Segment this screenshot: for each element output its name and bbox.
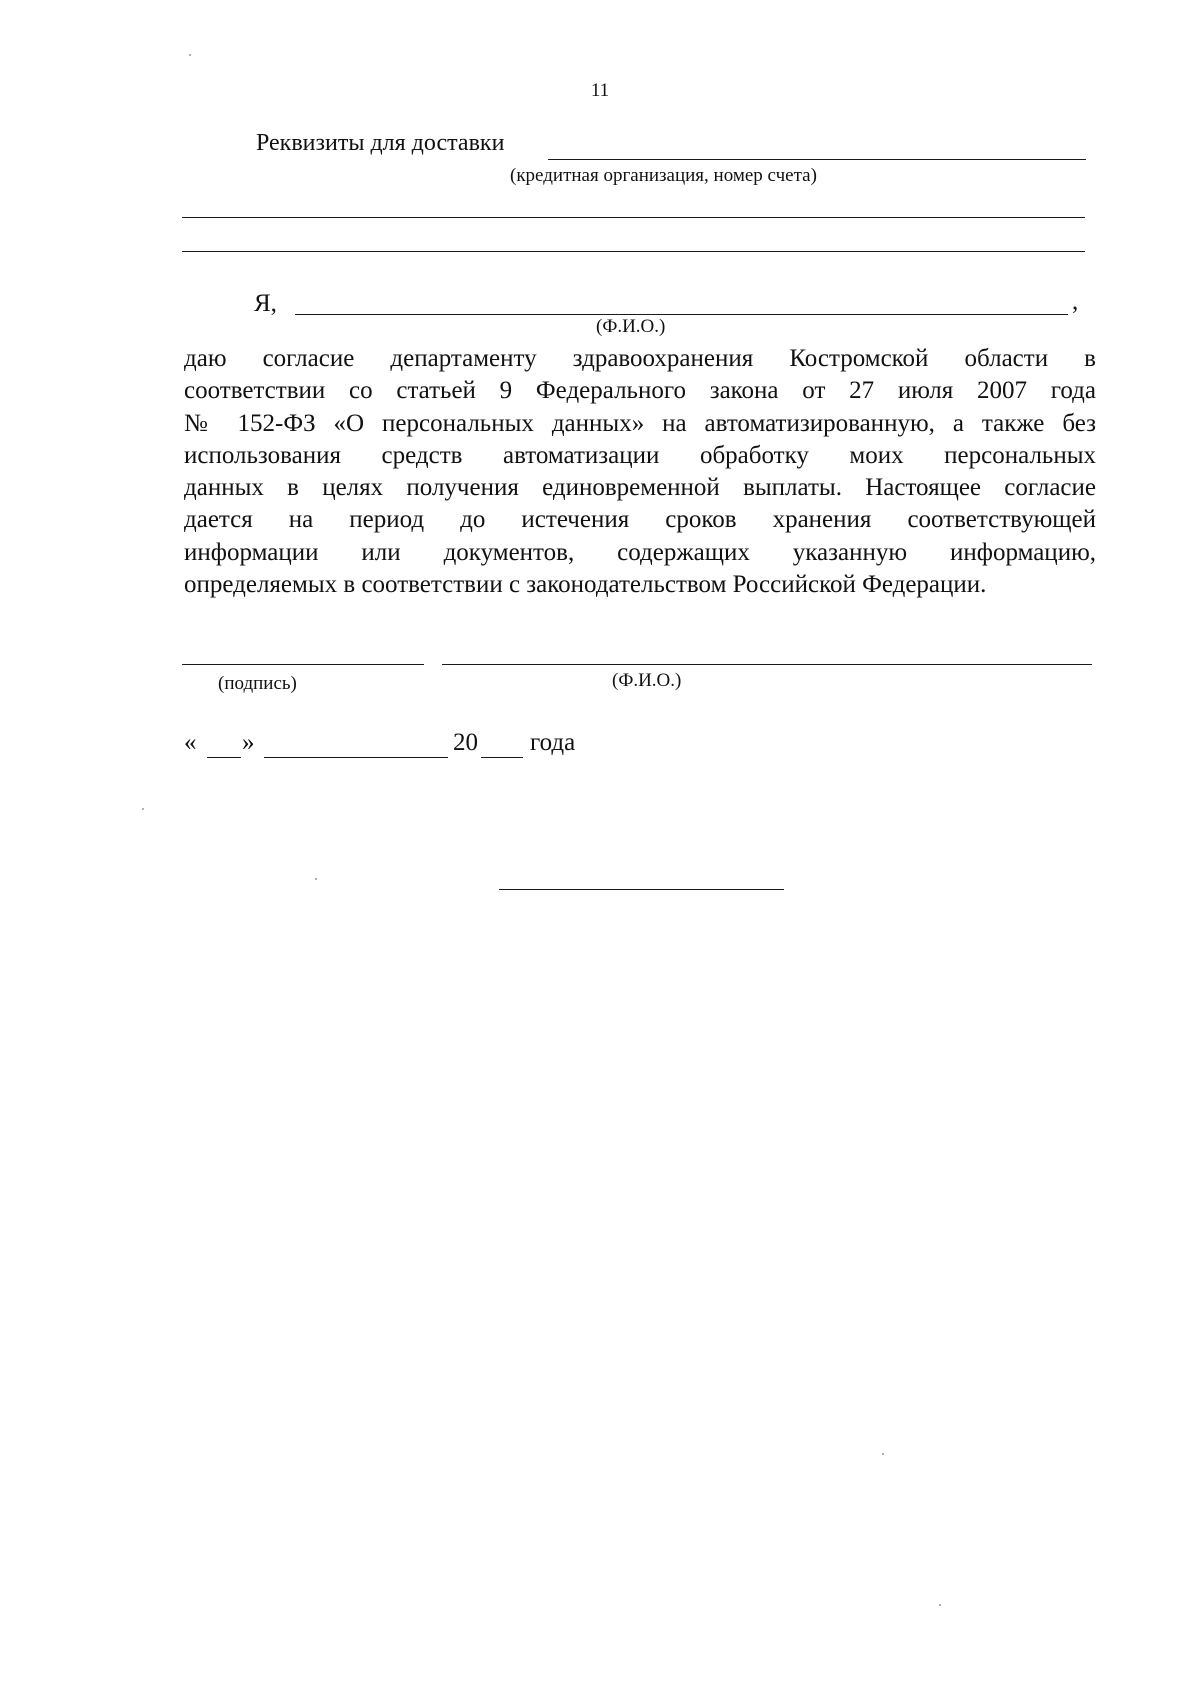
date-century: 20 <box>453 729 478 756</box>
signature-name-caption: (Ф.И.О.) <box>612 670 682 691</box>
consent-line: данных в целях получения единовременной выплаты. Настоящее согласие <box>184 474 1096 502</box>
consent-line: определяемых в соответствии с законодательством Российской Федерации. <box>184 571 987 599</box>
delivery-details-label: Реквизиты для доставки <box>256 130 505 156</box>
closing-separator <box>499 889 784 890</box>
date-day-field[interactable] <box>207 757 241 758</box>
scan-speck <box>939 1604 941 1606</box>
signature-name-field[interactable] <box>442 664 1092 665</box>
delivery-details-field-line-3[interactable] <box>182 251 1085 252</box>
signature-field[interactable] <box>182 664 424 665</box>
consent-line: даю согласие департаменту здравоохранения Костромской области в <box>184 345 1096 372</box>
date-row <box>184 729 197 757</box>
consent-line: № 152-ФЗ «О персональных данных» на автоматизированную, а также без <box>184 409 1096 437</box>
scan-speck <box>142 808 144 810</box>
applicant-name-caption: (Ф.И.О.) <box>596 316 666 337</box>
applicant-suffix: , <box>1072 288 1079 315</box>
consent-line: информации или документов, содержащих указанную информацию, <box>184 538 1096 566</box>
date-month-field[interactable] <box>264 757 448 758</box>
delivery-details-field[interactable] <box>548 159 1086 160</box>
consent-line: использования средств автоматизации обработку моих персональных <box>184 441 1096 469</box>
scan-speck <box>882 1453 884 1455</box>
scan-speck <box>315 878 317 880</box>
date-year-field[interactable] <box>481 757 523 758</box>
date-close-quote: » <box>242 729 255 756</box>
date-open-quote: « <box>184 729 197 756</box>
consent-line: дается на период до истечения сроков хранения соответствующей <box>184 506 1096 534</box>
signature-caption: (подпись) <box>218 673 297 694</box>
consent-text <box>184 343 1096 601</box>
page-number: 11 <box>590 80 610 101</box>
delivery-details-caption: (кредитная организация, номер счета) <box>510 165 817 186</box>
consent-line: соответствии со статьей 9 Федерального закона от 27 июля 2007 года <box>184 377 1096 405</box>
date-year-word: года <box>530 729 576 756</box>
applicant-name-field[interactable] <box>295 314 1068 315</box>
delivery-details-field-line-2[interactable] <box>182 217 1085 218</box>
scan-speck <box>189 54 191 56</box>
applicant-prefix: Я, <box>254 290 277 317</box>
